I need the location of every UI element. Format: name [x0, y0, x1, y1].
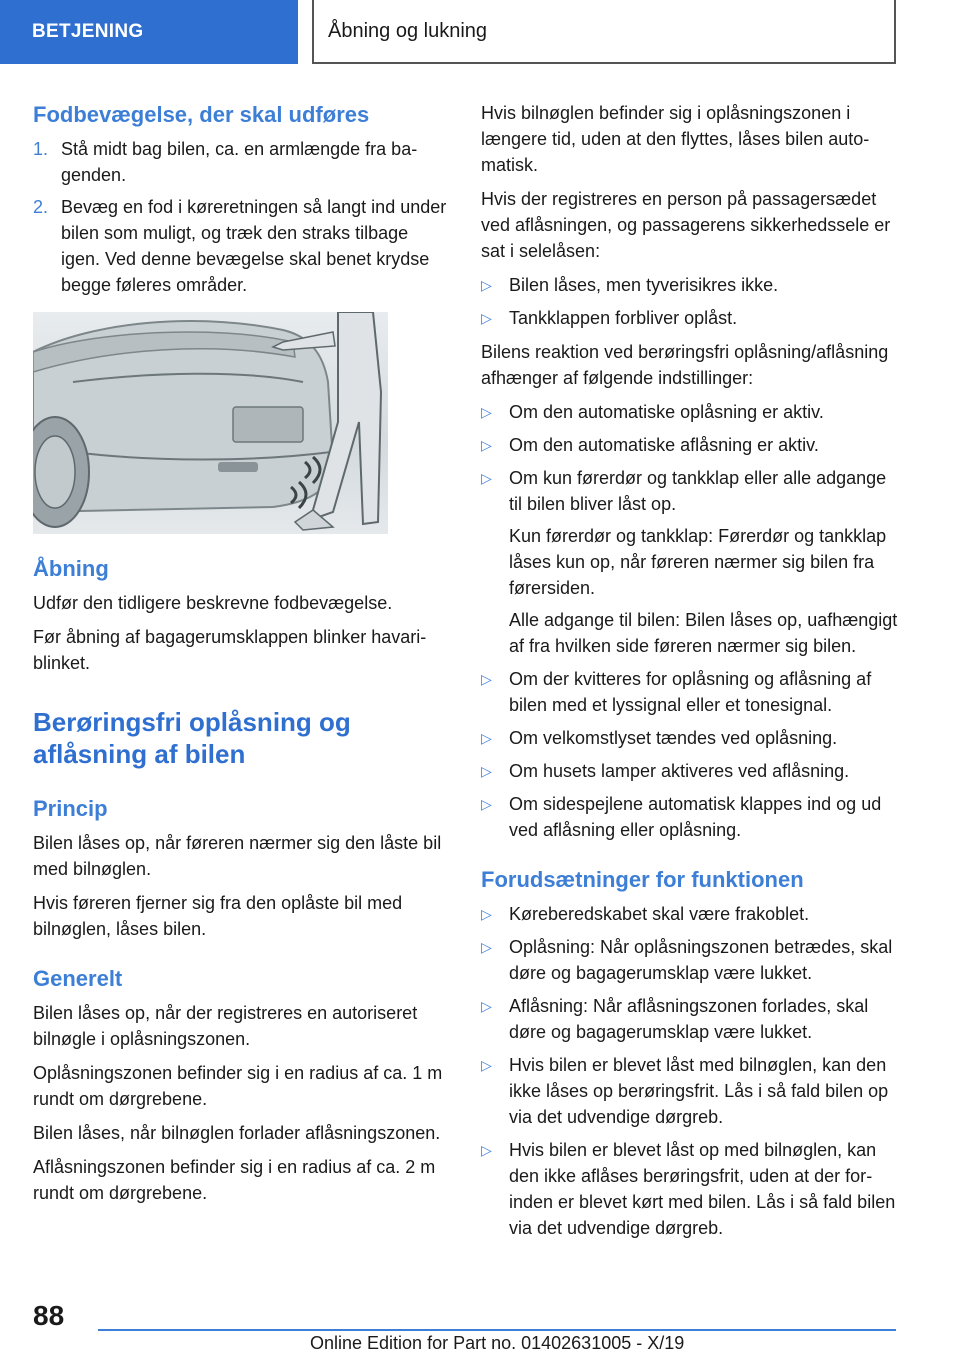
page-header-title — [312, 0, 896, 64]
triangle-bullet-icon: ▷ — [481, 1142, 492, 1158]
body-paragraph: Hvis der registreres en person på passagersædet ved aflåsningen, og passagerens sikkerhedssele er sat i selelåsen: — [481, 189, 891, 261]
triangle-bullet-icon: ▷ — [481, 1057, 492, 1073]
general-heading: Generelt — [33, 966, 123, 991]
list-item-text: Bilen låses, men tyverisikres ikke. — [509, 275, 779, 295]
step-number: 1. — [33, 139, 49, 159]
list-item — [481, 465, 899, 659]
left-column — [33, 100, 451, 1214]
list-item-text: Køreberedskabet skal være frakoblet. — [509, 904, 810, 924]
section-tab — [0, 0, 298, 64]
list-item-text: Tankklappen forbliver oplåst. — [509, 308, 738, 328]
body-paragraph: Bilen låses, når bilnøglen forlader aflåsningszonen. — [33, 1123, 441, 1143]
section-heading: Berøringsfri oplåsning og aflåsning af bilen — [33, 707, 351, 769]
prerequisites-list — [481, 901, 899, 1241]
triangle-bullet-icon: ▷ — [481, 796, 492, 812]
body-paragraph: Hvis føreren fjerner sig fra den oplåste bil med bilnøglen, låses bilen. — [33, 893, 403, 939]
body-paragraph: Bilens reaktion ved berøringsfri oplåsning/aflåsning afhænger af følgende indstillinger: — [481, 342, 889, 388]
triangle-bullet-icon: ▷ — [481, 404, 492, 420]
list-item — [481, 993, 899, 1045]
list-item — [481, 791, 899, 843]
list-item — [481, 1137, 899, 1241]
step-number: 2. — [33, 197, 49, 217]
list-item-text: Om sidespejlene automatisk klappes ind og ud ved aflåsning eller oplåsning. — [509, 794, 882, 840]
triangle-bullet-icon: ▷ — [481, 470, 492, 486]
foot-movement-steps — [33, 136, 451, 298]
list-item — [481, 399, 899, 425]
body-paragraph: Bilen låses op, når føreren nærmer sig den låste bil med bilnøglen. — [33, 833, 442, 879]
list-item-text: Oplåsning: Når oplåsningszonen betrædes, skal døre og bagagerumsklap være lukket. — [509, 937, 893, 983]
list-item — [481, 934, 899, 986]
triangle-bullet-icon: ▷ — [481, 310, 492, 326]
section-label: BETJENING — [32, 21, 144, 42]
prerequisites-heading: Forudsætninger for funktionen — [481, 867, 804, 892]
footer-rule — [98, 1329, 896, 1331]
body-paragraph: Oplåsningszonen befinder sig i en radius af ca. 1 m rundt om dørgrebene. — [33, 1063, 443, 1109]
sub-paragraph: Alle adgange til bilen: Bilen låses op, uafhængigt af fra hvilken side føreren nærmer sig bilen. — [509, 610, 898, 656]
triangle-bullet-icon: ▷ — [481, 998, 492, 1014]
list-item-text: Om den automatiske oplåsning er aktiv. — [509, 402, 824, 422]
triangle-bullet-icon: ▷ — [481, 277, 492, 293]
step-item — [33, 136, 451, 188]
body-paragraph: Hvis bilnøglen befinder sig i oplåsningszonen i længere tid, uden at den flyttes, låses bilen automatisk. — [481, 103, 870, 175]
list-item — [481, 758, 899, 784]
list-item-text: Hvis bilen er blevet låst med bilnøglen, kan den ikke låses op berøringsfrit. Lås i så fald bilen op via det udvendige dørgreb. — [509, 1055, 889, 1127]
body-paragraph: Før åbning af bagagerumsklappen blinker havariblinket. — [33, 627, 427, 673]
body-paragraph: Udfør den tidligere beskrevne fodbevægelse. — [33, 593, 393, 613]
list-item-text: Om husets lamper aktiveres ved aflåsning. — [509, 761, 850, 781]
list-item — [481, 305, 899, 331]
step-item — [33, 194, 451, 298]
foot-movement-heading: Fodbevægelse, der skal udføres — [33, 102, 370, 127]
right-column — [481, 100, 899, 1249]
list-item-text: Aflåsning: Når aflåsningszonen forlades, skal døre og bagagerumsklap være lukket. — [509, 996, 869, 1042]
list-item-text: Hvis bilen er blevet låst op med bilnøglen, kan den ikke aflåses berøringsfrit, uden at der forinden er blevet kørt med bilen. Lås i så fald bilen via det udvendige dørgreb. — [509, 1140, 896, 1238]
list-item-text: Om den automatiske aflåsning er aktiv. — [509, 435, 819, 455]
triangle-bullet-icon: ▷ — [481, 671, 492, 687]
list-item — [481, 725, 899, 751]
step-text: Bevæg en fod i køreretningen så langt ind under bilen som muligt, og træk den straks tilbage igen. Ved denne bevægelse skal benet krydse begge føleres områder. — [61, 197, 447, 295]
car-rear-illustration — [33, 312, 388, 534]
foot-gesture-illustration — [33, 312, 388, 534]
list-item-text: Om der kvitteres for oplåsning og aflåsning af bilen med et lyssignal eller et tonesignal. — [509, 669, 872, 715]
principle-heading: Princip — [33, 796, 108, 821]
chapter-title: Åbning og lukning — [328, 19, 488, 42]
opening-heading: Åbning — [33, 556, 109, 581]
triangle-bullet-icon: ▷ — [481, 730, 492, 746]
settings-list — [481, 399, 899, 843]
passenger-list — [481, 272, 899, 331]
list-item — [481, 1052, 899, 1130]
list-item-text: Om kun førerdør og tankklap eller alle adgange til bilen bliver låst op. — [509, 468, 887, 514]
body-paragraph: Aflåsningszonen befinder sig i en radius af ca. 2 m rundt om dørgrebene. — [33, 1157, 436, 1203]
page-number: 88 — [33, 1300, 65, 1331]
list-item — [481, 432, 899, 458]
triangle-bullet-icon: ▷ — [481, 939, 492, 955]
body-paragraph: Bilen låses op, når der registreres en autoriseret bilnøgle i oplåsningszonen. — [33, 1003, 418, 1049]
edition-footer: Online Edition for Part no. 01402631005 - X/19 — [310, 1333, 685, 1353]
list-item — [481, 272, 899, 298]
step-text: Stå midt bag bilen, ca. en armlængde fra bagenden. — [61, 139, 418, 185]
triangle-bullet-icon: ▷ — [481, 437, 492, 453]
list-item — [481, 901, 899, 927]
sub-paragraph: Kun førerdør og tankklap: Førerdør og tankklap låses kun op, når føreren nærmer sig bilen fra førersiden. — [509, 526, 887, 598]
triangle-bullet-icon: ▷ — [481, 763, 492, 779]
triangle-bullet-icon: ▷ — [481, 906, 492, 922]
list-item — [481, 666, 899, 718]
list-item-text: Om velkomstlyset tændes ved oplåsning. — [509, 728, 838, 748]
